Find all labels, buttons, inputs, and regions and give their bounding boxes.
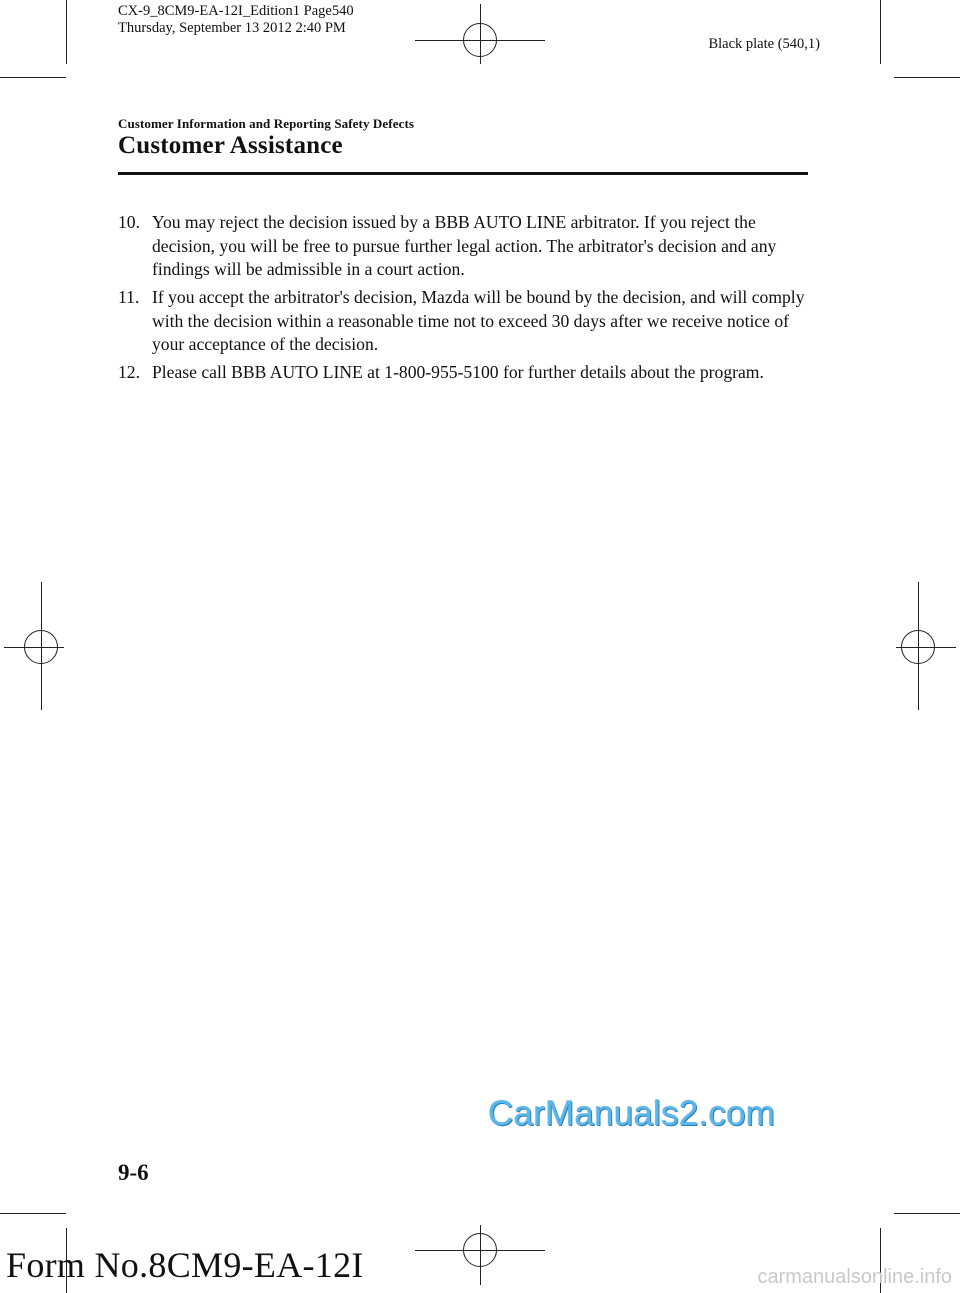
slug-line-2: Thursday, September 13 2012 2:40 PM	[118, 20, 346, 36]
list-item-number: 10.	[118, 212, 140, 232]
form-number: Form No.8CM9-EA-12I	[6, 1245, 364, 1285]
list-item-text: Please call BBB AUTO LINE at 1-800-955-5100 for further details about the program.	[152, 362, 764, 382]
list-item	[118, 211, 818, 282]
registration-bottom-circle-icon	[463, 1233, 497, 1267]
title-rule	[118, 172, 808, 175]
list-item	[118, 286, 818, 357]
crop-mark-top-left-v	[66, 0, 67, 64]
crop-mark-bottom-right-h	[894, 1213, 960, 1214]
list-item-number: 11.	[118, 287, 140, 307]
registration-left-circle-icon	[24, 630, 58, 664]
site-watermark: carmanualsonline.info	[757, 1266, 952, 1288]
watermark-logo: CarManuals2.com	[488, 1094, 775, 1133]
list-item-text: If you accept the arbitrator's decision, Mazda will be bound by the decision, and will comply with the decision within a reasonable time not to exceed 30 days after we receive notice of your acceptance of the decision.	[152, 287, 805, 354]
crop-mark-bottom-left-h	[0, 1213, 66, 1214]
plate-label: Black plate (540,1)	[708, 36, 820, 52]
registration-top-circle-icon	[463, 23, 497, 57]
crop-mark-top-left-h	[0, 77, 66, 78]
page-title: Customer Assistance	[118, 132, 343, 159]
crop-mark-top-right-v	[880, 0, 881, 64]
crop-mark-top-right-h	[894, 77, 960, 78]
section-label: Customer Information and Reporting Safety Defects	[118, 116, 415, 131]
print-slug	[118, 3, 354, 37]
slug-line-1: CX-9_8CM9-EA-12I_Edition1 Page540	[118, 3, 354, 19]
list-item	[118, 361, 818, 385]
page-number: 9-6	[118, 1160, 149, 1185]
list-item-text: You may reject the decision issued by a BBB AUTO LINE arbitrator. If you reject the decision, you will be free to pursue further legal action. The arbitrator's decision and any findings will be admissible in a court action.	[152, 212, 777, 279]
registration-right-circle-icon	[901, 630, 935, 664]
list-item-number: 12.	[118, 362, 140, 382]
